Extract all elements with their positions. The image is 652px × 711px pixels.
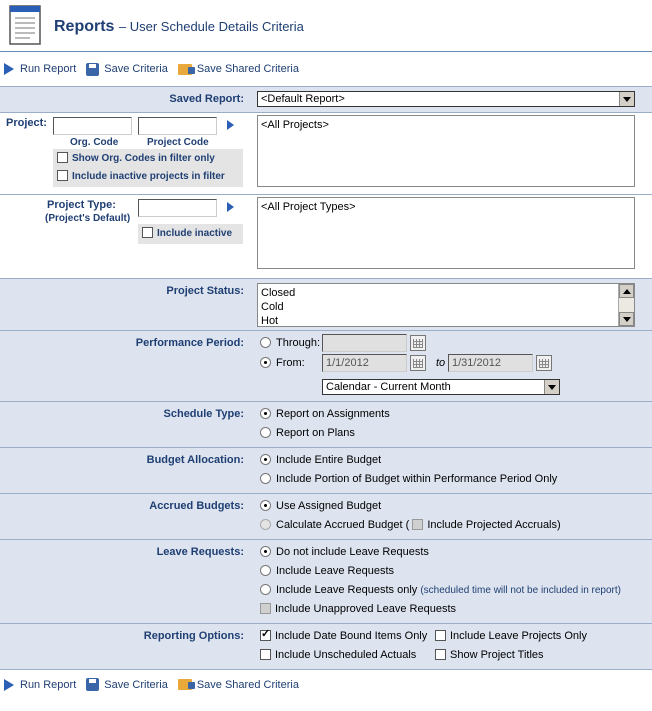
leave-requests-row (0, 539, 652, 623)
project-status-list[interactable] (257, 283, 635, 327)
run-report-button[interactable]: Run Report (4, 63, 76, 75)
accrued-budgets-label: Accrued Budgets: (149, 500, 244, 512)
radio[interactable] (260, 584, 271, 595)
calendar-icon[interactable] (536, 355, 552, 371)
checkbox[interactable] (260, 603, 271, 614)
checkbox[interactable] (57, 170, 68, 181)
project-type-list[interactable] (257, 197, 635, 269)
calendar-icon[interactable] (410, 335, 426, 351)
to-label: to (436, 357, 446, 369)
list-item[interactable]: Closed (261, 287, 296, 299)
page-subtitle: – User Schedule Details Criteria (118, 19, 304, 34)
radio[interactable] (260, 337, 271, 348)
radio[interactable] (260, 519, 271, 530)
calculate-accrued-budget-option[interactable]: Calculate Accrued Budget ( Include Projected Accruals) (260, 519, 561, 531)
report-on-plans-option[interactable]: Report on Plans (260, 427, 355, 439)
disk-icon (86, 63, 99, 76)
radio[interactable] (260, 357, 271, 368)
save-shared-criteria-button[interactable]: Save Shared Criteria (178, 63, 299, 75)
performance-period-label: Performance Period: (135, 337, 244, 349)
disk-icon (86, 678, 99, 691)
scrollbar[interactable] (618, 284, 634, 326)
checkbox[interactable] (142, 227, 153, 238)
chevron-down-icon (619, 92, 634, 106)
report-on-assignments-option[interactable]: Report on Assignments (260, 408, 390, 420)
project-status-row (0, 278, 652, 330)
top-toolbar (0, 52, 652, 86)
chevron-down-icon (544, 380, 559, 394)
bottom-toolbar (0, 669, 652, 699)
project-type-row (0, 194, 652, 278)
radio[interactable] (260, 500, 271, 511)
date-bound-items-option[interactable]: ✓ Include Date Bound Items Only (260, 630, 427, 642)
play-icon (4, 63, 14, 75)
page-title: Reports – User Schedule Details Criteria (54, 18, 304, 35)
leave-requests-note: (scheduled time will not be included in report) (420, 585, 621, 596)
scroll-down-icon[interactable] (619, 312, 634, 326)
include-inactive-projects-option[interactable]: Include inactive projects in filter (57, 170, 225, 182)
through-option[interactable]: Through: (260, 337, 320, 349)
project-code-label: Project Code (147, 137, 209, 148)
radio[interactable] (260, 565, 271, 576)
use-assigned-budget-option[interactable]: Use Assigned Budget (260, 500, 381, 512)
include-inactive-types-option[interactable]: Include inactive (142, 227, 232, 239)
checkbox[interactable] (260, 649, 271, 660)
run-report-button[interactable]: Run Report (4, 679, 76, 691)
page-header (0, 0, 652, 52)
org-code-input[interactable] (53, 117, 132, 135)
budget-allocation-label: Budget Allocation: (146, 454, 244, 466)
shared-folder-icon (178, 64, 192, 75)
save-criteria-button[interactable]: Save Criteria (86, 63, 168, 76)
radio[interactable] (260, 454, 271, 465)
org-code-label: Org. Code (70, 137, 119, 148)
checkbox[interactable] (435, 649, 446, 660)
list-item[interactable]: <All Project Types> (261, 201, 356, 213)
include-entire-budget-option[interactable]: Include Entire Budget (260, 454, 381, 466)
schedule-type-label: Schedule Type: (163, 408, 244, 420)
from-date-input[interactable]: 1/1/2012 (322, 354, 407, 372)
leave-requests-only-option[interactable]: Include Leave Requests only (scheduled time will not be included in report) (260, 584, 621, 596)
report-document-icon (8, 4, 44, 46)
saved-report-row (0, 86, 652, 112)
saved-report-select[interactable]: <Default Report> (257, 91, 635, 107)
list-item[interactable]: <All Projects> (261, 119, 329, 131)
project-type-label: Project Type: (47, 199, 116, 211)
reporting-options-row (0, 623, 652, 669)
include-leave-requests-option[interactable]: Include Leave Requests (260, 565, 394, 577)
include-unapproved-leave-option[interactable]: Include Unapproved Leave Requests (260, 603, 456, 615)
play-icon (4, 679, 14, 691)
budget-allocation-row (0, 447, 652, 493)
scroll-up-icon[interactable] (619, 284, 634, 298)
schedule-type-row (0, 401, 652, 447)
calendar-icon[interactable] (410, 355, 426, 371)
reporting-options-label: Reporting Options: (143, 630, 244, 642)
radio[interactable] (260, 408, 271, 419)
no-leave-requests-option[interactable]: Do not include Leave Requests (260, 546, 429, 558)
through-date-input[interactable] (322, 334, 407, 352)
accrued-budgets-row (0, 493, 652, 539)
radio[interactable] (260, 546, 271, 557)
to-date-input[interactable]: 1/31/2012 (448, 354, 533, 372)
save-shared-criteria-button[interactable]: Save Shared Criteria (178, 679, 299, 691)
project-code-input[interactable] (138, 117, 217, 135)
add-project-type-arrow-icon[interactable] (227, 202, 234, 212)
list-item[interactable]: Hot (261, 315, 279, 327)
leave-requests-label: Leave Requests: (156, 546, 244, 558)
leave-projects-only-option[interactable]: Include Leave Projects Only (435, 630, 587, 642)
radio[interactable] (260, 473, 271, 484)
period-range-select[interactable]: Calendar - Current Month (322, 379, 560, 395)
unscheduled-actuals-option[interactable]: Include Unscheduled Actuals (260, 649, 416, 661)
project-row (0, 112, 652, 194)
save-criteria-button[interactable]: Save Criteria (86, 678, 168, 691)
radio[interactable] (260, 427, 271, 438)
include-portion-budget-option[interactable]: Include Portion of Budget within Performance Period Only (260, 473, 557, 485)
list-item[interactable]: Cold (261, 301, 284, 313)
project-list[interactable] (257, 115, 635, 187)
shared-folder-icon (178, 679, 192, 690)
project-type-input[interactable] (138, 199, 217, 217)
checkbox[interactable] (260, 630, 271, 641)
checkbox[interactable] (435, 630, 446, 641)
show-org-codes-option[interactable]: Show Org. Codes in filter only (57, 152, 215, 164)
saved-report-label: Saved Report: (169, 93, 244, 105)
project-label: Project: (6, 117, 47, 129)
project-type-sublabel: (Project's Default) (45, 213, 131, 224)
checkbox[interactable] (57, 152, 68, 163)
include-projected-accruals-checkbox[interactable] (412, 519, 423, 530)
add-project-arrow-icon[interactable] (227, 120, 234, 130)
from-option[interactable]: From: (260, 357, 305, 369)
project-status-label: Project Status: (166, 285, 244, 297)
show-project-titles-option[interactable]: Show Project Titles (435, 649, 544, 661)
performance-period-row (0, 330, 652, 401)
